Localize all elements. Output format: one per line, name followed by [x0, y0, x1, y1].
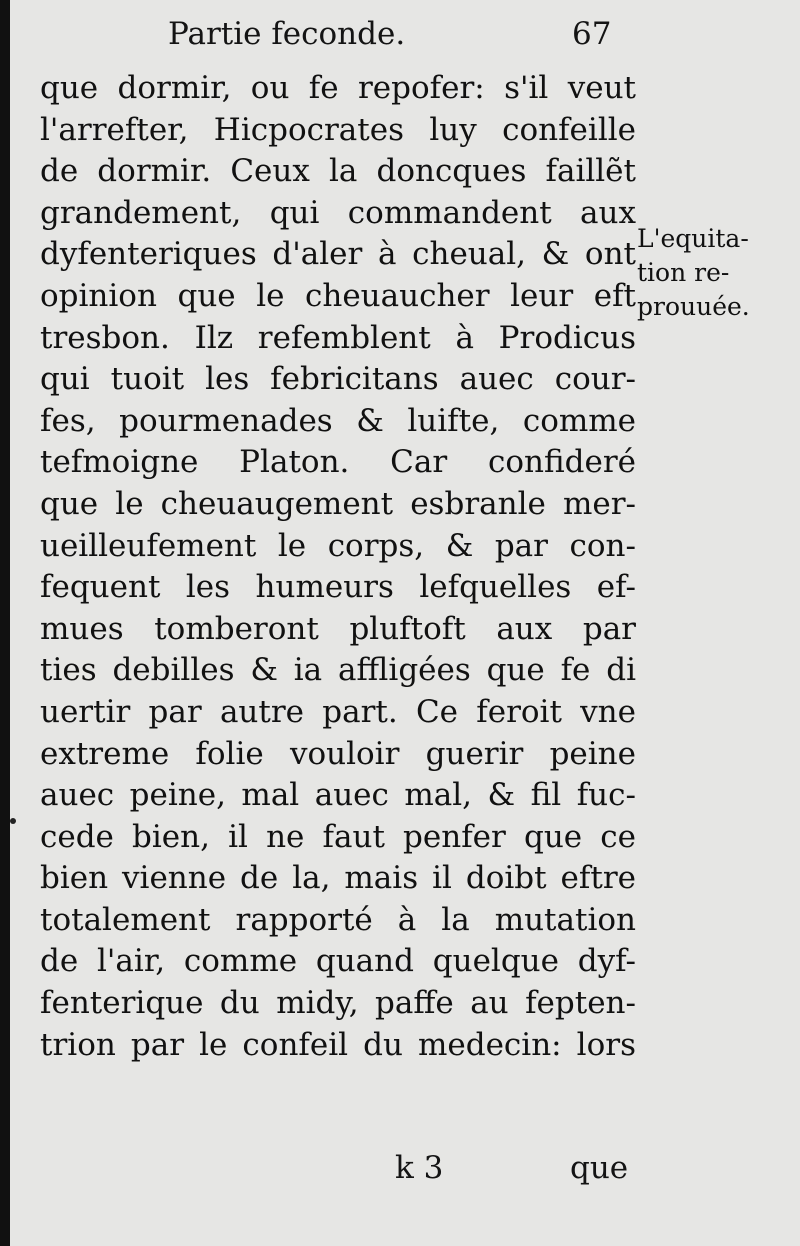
text-line: que le cheuaugement esbranle mer- — [40, 485, 636, 522]
page-number: 67 — [572, 16, 612, 52]
marginal-note — [637, 222, 787, 324]
body-text — [40, 68, 636, 1066]
text-line: trion par le confeil du medecin: lors — [40, 1026, 636, 1063]
text-line: que dormir, ou fe repofer: s'il veut — [40, 70, 636, 106]
text-line: l'arrefter, Hicpocrates luy confeille — [40, 111, 636, 148]
text-line: grandement, qui commandent aux — [40, 194, 636, 231]
text-line: qui tuoit les febricitans auec cour- — [40, 361, 636, 398]
text-line: mues tomberont pluftoft aux par — [40, 610, 636, 647]
text-line: ties debilles & ia affligées que fe di — [40, 652, 636, 689]
text-line: opinion que le cheuaucher leur eft — [40, 277, 636, 314]
text-line: fenterique du midy, paffe au fepten- — [40, 985, 636, 1022]
running-title: Partie feconde. — [168, 16, 406, 52]
page-footer — [10, 1142, 800, 1202]
text-line: extreme folie vouloir guerir peine — [40, 735, 636, 772]
marginal-note-line: L'equita- — [637, 224, 749, 253]
text-line: uertir par autre part. Ce feroit vne — [40, 693, 636, 730]
text-line: auec peine, mal auec mal, & fil fuc- — [40, 777, 636, 814]
text-line: bien vienne de la, mais il doibt eftre — [40, 860, 636, 897]
signature-mark: k 3 — [395, 1150, 444, 1186]
text-line: cede bien, il ne faut penfer que ce — [40, 818, 636, 855]
text-line: de l'air, comme quand quelque dyf- — [40, 943, 636, 980]
text-line: tresbon. Ilz refemblent à Prodicus — [40, 319, 636, 356]
text-line: ueilleufement le corps, & par con- — [40, 527, 636, 564]
marginal-note-line: prouuée. — [637, 292, 750, 321]
ink-speck — [10, 818, 16, 824]
book-page — [10, 0, 800, 1246]
text-line: de dormir. Ceux la doncques faillẽt — [40, 153, 636, 190]
page-header — [10, 10, 800, 60]
text-line: fes, pourmenades & luifte, comme — [40, 402, 636, 439]
text-line: totalement rapporté à la mutation — [40, 901, 636, 938]
binding-edge — [0, 0, 10, 1246]
text-line: tefmoigne Platon. Car confideré — [40, 444, 636, 481]
marginal-note-line: tion re- — [637, 258, 730, 287]
text-line: dyfenteriques d'aler à cheual, & ont — [40, 236, 636, 273]
text-line: fequent les humeurs lefquelles ef- — [40, 569, 636, 606]
catchword: que — [570, 1150, 629, 1186]
